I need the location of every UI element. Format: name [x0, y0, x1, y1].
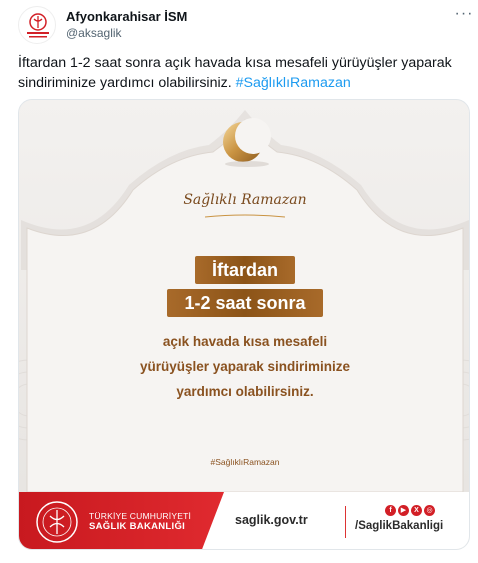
ministry-name-line-1: TÜRKİYE CUMHURİYETİ	[89, 511, 192, 521]
poster-script-title: Sağlıklı Ramazan	[183, 192, 307, 208]
tweet-media-image[interactable]	[18, 99, 470, 550]
tweet-body-text: İftardan 1-2 saat sonra açık havada kısa mesafeli yürüyüşler yaparak sindiriminize yardımcı olabilirsiniz.	[18, 55, 452, 91]
poster-hashtag: #SağlıklıRamazan	[210, 457, 280, 467]
ministry-banner	[19, 492, 470, 550]
social-icons	[385, 505, 435, 517]
ministry-name-line-2: SAĞLIK BAKANLIĞI	[89, 521, 186, 532]
tweet-text	[18, 53, 468, 93]
poster-artwork	[19, 100, 470, 550]
highlight-line-2-text: 1-2 saat sonra	[184, 293, 306, 313]
x-icon: X	[411, 505, 422, 516]
ministry-emblem-icon	[37, 502, 77, 542]
instagram-icon: ◎	[424, 505, 435, 516]
highlight-line-1-text: İftardan	[211, 260, 278, 280]
hashtag-link[interactable]: #SağlıklıRamazan	[235, 75, 351, 91]
ornament-line-icon	[205, 214, 285, 220]
author-handle[interactable]: @aksaglik	[66, 26, 122, 40]
highlight-line-1	[195, 256, 295, 284]
poster-body-line-2: yürüyüşler yaparak sindiriminize	[139, 359, 351, 374]
facebook-icon: f	[385, 505, 396, 516]
more-options-icon[interactable]: ···	[454, 5, 474, 22]
social-handle: /SaglikBakanligi	[355, 520, 444, 532]
poster-body-line-3: yardımcı olabilirsiniz.	[176, 384, 314, 399]
ministry-website: saglik.gov.tr	[235, 513, 308, 527]
youtube-icon: ▶	[398, 505, 409, 516]
avatar[interactable]	[18, 6, 56, 44]
poster-body-line-1: açık havada kısa mesafeli	[162, 334, 328, 349]
author-name[interactable]: Afyonkarahisar İSM	[66, 9, 188, 24]
tweet-header	[0, 0, 478, 48]
banner-divider	[345, 506, 346, 538]
ministry-logo-icon	[19, 7, 56, 44]
highlight-line-2	[167, 289, 323, 317]
